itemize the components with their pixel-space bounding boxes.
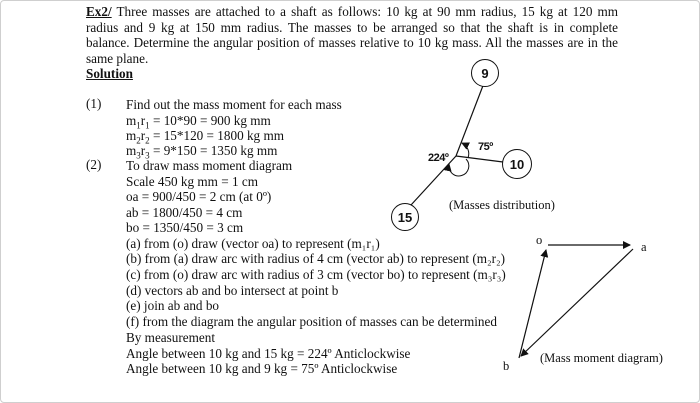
step-2-line: Angle between 10 kg and 15 kg = 224º Anticlockwise [126, 346, 411, 361]
step-2-number: (2) [86, 157, 102, 172]
step-2-line: (a) from (o) draw (vector oa) to represent (m₁r₁) [126, 236, 380, 251]
step-2-line: (c) from (o) draw arc with radius of 3 cm (vector bo) to represent (m₃r₃) [126, 267, 506, 282]
step-2-line: ab = 1800/450 = 4 cm [126, 205, 243, 220]
point-a-label: a [641, 240, 647, 254]
step-1-number: (1) [86, 96, 102, 111]
arc-75 [462, 143, 469, 158]
moment-line-3: $m_3r_3 = 9*150 = 1350$ kg mm [126, 143, 278, 161]
vector-ab [521, 249, 633, 356]
step-2-line: (e) join ab and bo [126, 298, 220, 313]
problem-text: Three masses are attached to a shaft as follows: 10 kg at 90 mm radius, 15 kg at 120 mm radius and 9 kg at 150 mm radius. The masses to be arranged so that the shaft is in complete balance. Determine the angular position of masses relative to 10 kg mass. All the masses are in the same plane. [86, 4, 618, 66]
step-2-line: Scale 450 kg mm = 1 cm [126, 174, 258, 189]
angle-75-label: 75º [478, 141, 493, 153]
angle-224-label: 224º [428, 152, 449, 164]
step-2-line: bo = 1350/450 = 3 cm [126, 220, 244, 235]
arc-224 [449, 159, 469, 176]
moment-line-1: $m_1r_1 = 10*90 = 900$ kg mm [126, 113, 271, 131]
point-b-label: b [503, 359, 510, 373]
step-2-line: By measurement [126, 330, 215, 345]
mass-9kg-circle: 9 [471, 59, 499, 87]
moment-line-2: $m_2r_2 = 15*120 = 1800$ kg mm [126, 128, 284, 146]
mass-10kg-circle: 10 [502, 149, 532, 179]
step-2-line: oa = 900/450 = 2 cm (at 0º) [126, 189, 272, 204]
masses-distribution-caption: (Masses distribution) [449, 198, 555, 212]
moment-diagram-caption: (Mass moment diagram) [540, 351, 663, 365]
step-2-line: Angle between 10 kg and 9 kg = 75º Anticlockwise [126, 361, 398, 376]
step-2-title: To draw mass moment diagram [126, 158, 293, 173]
solution-heading: Solution [86, 66, 133, 81]
point-o-label: o [536, 233, 543, 247]
mass-15kg-circle: 15 [391, 203, 419, 231]
vector-bo [519, 250, 546, 358]
example-label: Ex2/ [86, 4, 112, 19]
radius-line-10kg [456, 156, 503, 162]
step-2-line: (f) from the diagram the angular position of masses can be determined [126, 314, 497, 329]
step-2-line: (b) from (a) draw arc with radius of 4 cm (vector ab) to represent (m₂r₂) [126, 251, 506, 266]
step-2-line: (d) vectors ab and bo intersect at point b [126, 283, 339, 298]
step-1-title: Find out the mass moment for each mass [126, 97, 342, 112]
